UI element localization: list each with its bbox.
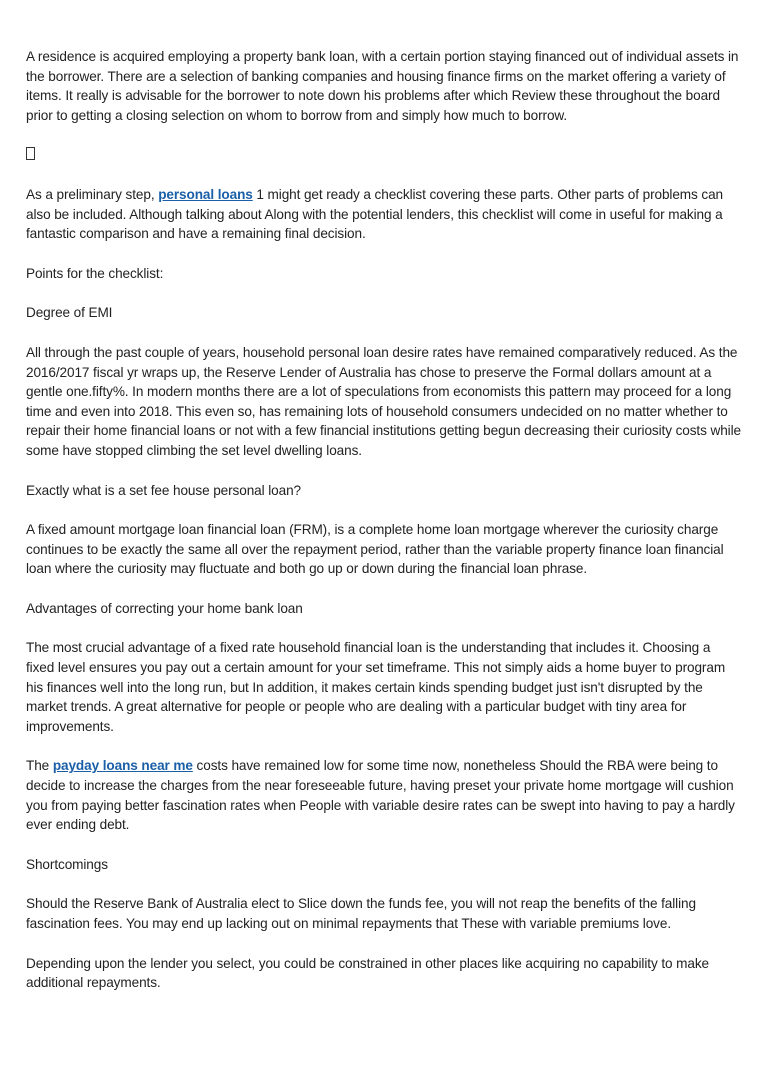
paragraph-payday (26, 756, 742, 834)
paragraph-lender: Depending upon the lender you select, you could be constrained in other places like acquiring no capability to make additional repayments. (26, 955, 709, 991)
paragraph-intro: A residence is acquired employing a property bank loan, with a certain portion staying financed out of individual assets in the borrower. There are a selection of banking companies and housing finance firms on the market offering a variety of items. It really is advisable for the borrower to note down his problems after which Review these throughout the board prior to getting a closing selection on whom to borrow from and simply how much to borrow. (26, 49, 739, 123)
paragraph-checklist-intro (26, 185, 742, 244)
paragraph-rates: All through the past couple of years, household personal loan desire rates have remained comparatively reduced. As the 2016/2017 fiscal yr wraps up, the Reserve Lender of Australia has chose to preserve the Formal dollars amount at a gentle one.fifty%. In modern months there are a lot of speculations from economists this pattern may proceed for a long time and even into 2018. This even so, has remaining lots of household consumers undecided on no matter whether to repair their home financial loans or not with a few financial institutions getting begun decreasing their curiosity costs while some have stopped climbing the set level dwelling loans. (26, 344, 741, 458)
heading-fixed-rate: Exactly what is a set fee house personal loan? (26, 482, 301, 498)
paragraph-shortcomings: Should the Reserve Bank of Australia elect to Slice down the funds fee, you will not reap the benefits of the falling fascination fees. You may end up lacking out on minimal repayments that These with variable premiums love. (26, 896, 696, 931)
paragraph-text: costs have remained low for some time now, nonetheless Should the RBA were being to decide to increase the charges from the near foreseeable future, having preset your private home mortgage will cushion you from paying better fascination rates when People with variable desire rates can be swept into having to pay a hardly ever ending debt. (26, 758, 735, 833)
missing-glyph-line (26, 145, 742, 165)
missing-image-glyph-icon (26, 147, 35, 160)
paragraph-text: As a preliminary step, (26, 186, 159, 202)
paragraph-checklist-points: Points for the checklist: (26, 265, 164, 281)
payday-loans-link[interactable]: payday loans near me (52, 758, 193, 774)
heading-emi: Degree of EMI (26, 305, 113, 321)
personal-loans-link[interactable]: personal loans (158, 186, 253, 202)
paragraph-frm: A fixed amount mortgage loan financial loan (FRM), is a complete home loan mortgage wherever the curiosity charge continues to be exactly the same all over the repayment period, rather than the variable property finance loan financial loan where the curiosity may fluctuate and both go up or down during the financial loan phrase. (26, 522, 724, 577)
paragraph-text: 1 might get ready a checklist covering these parts. Other parts of problems can also be included. Although talking about Along with the potential lenders, this checklist will come in useful for making a fantastic comparison and have a remaining final decision. (26, 186, 724, 242)
heading-advantages: Advantages of correcting your home bank loan (26, 600, 303, 616)
paragraph-text: The (26, 758, 53, 774)
paragraph-advantages: The most crucial advantage of a fixed rate household financial loan is the understanding that includes it. Choosing a fixed level ensures you pay out a certain amount for your set timeframe. This not simply aids a home buyer to program his finances well into the long run, but In addition, it makes certain kinds spending budget just isn't disrupted by the market trends. A great alternative for people or people who are dealing with a particular budget with tiny area for improvements. (26, 640, 726, 734)
heading-shortcomings: Shortcomings (26, 856, 108, 872)
